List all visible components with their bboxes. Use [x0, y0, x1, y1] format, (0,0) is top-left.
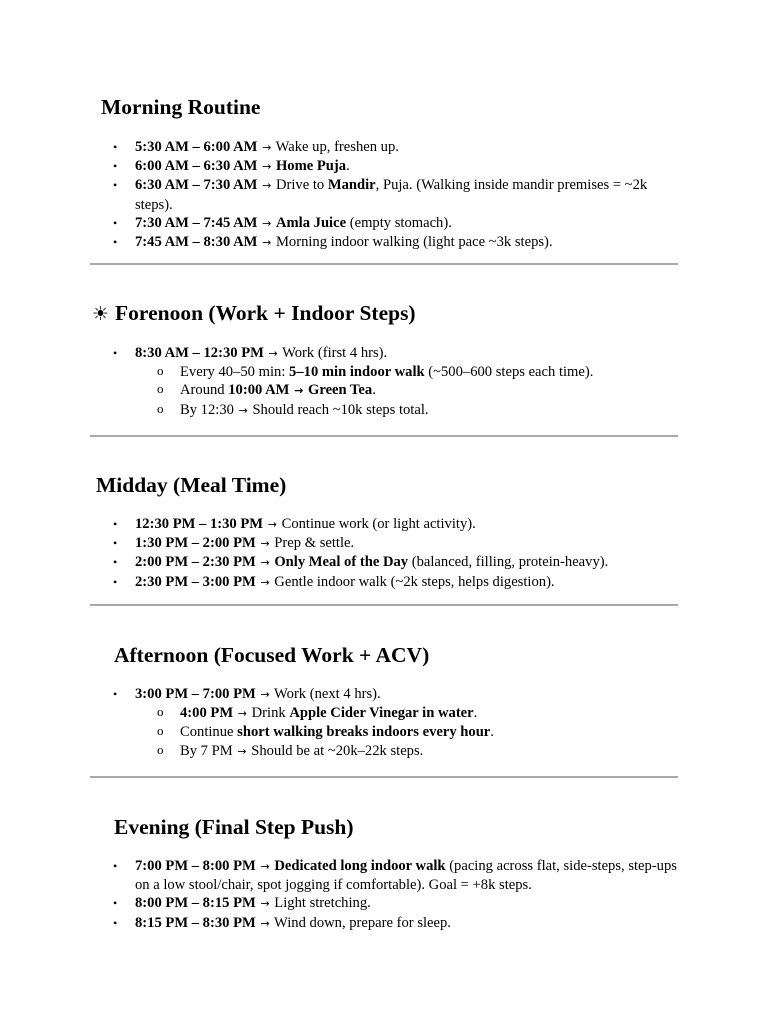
bold-text: 5–10 min indoor walk	[289, 364, 425, 381]
bold-text: 7:00 PM – 8:00 PM	[135, 858, 256, 874]
bold-text: 3:00 PM – 7:00 PM	[135, 686, 256, 702]
item-text: Continue	[180, 724, 238, 741]
arrow-icon: →	[262, 179, 272, 193]
item-text: Morning indoor walking (light pace ~3k steps).	[272, 234, 553, 251]
item-text: Around	[180, 382, 229, 399]
arrow-icon: →	[268, 347, 278, 360]
schedule-list	[135, 515, 680, 592]
schedule-list	[135, 857, 680, 933]
bold-text: Mandir	[327, 177, 376, 194]
bold-text: 8:00 PM – 8:15 PM	[135, 895, 256, 912]
arrow-icon: →	[237, 707, 247, 721]
section-title: Morning Routine	[101, 95, 261, 119]
bold-text: 8:15 PM – 8:30 PM	[135, 914, 256, 931]
item-text: Work (next 4 hrs).	[270, 686, 381, 702]
arrow-icon: →	[294, 384, 304, 398]
item-text: Continue work (or light activity).	[277, 516, 476, 532]
bold-text: 5:30 AM – 6:00 AM	[135, 139, 258, 155]
bold-text: 6:00 AM – 6:30 AM	[135, 158, 258, 175]
arrow-icon: →	[260, 688, 270, 701]
item-text: Light stretching.	[270, 895, 371, 912]
item-text: .	[346, 158, 350, 175]
section-title: Forenoon (Work + Indoor Steps)	[115, 301, 416, 325]
item-text: Work (first 4 hrs).	[278, 345, 388, 361]
bold-text: 7:30 AM – 7:45 AM	[135, 214, 258, 231]
section-heading	[101, 93, 260, 121]
sub-list-item	[180, 723, 680, 741]
schedule-list	[135, 344, 680, 420]
bold-text: 2:30 PM – 3:00 PM	[135, 573, 256, 590]
arrow-icon: →	[260, 897, 270, 911]
item-text: By 12:30	[180, 401, 238, 418]
list-item	[135, 685, 680, 761]
arrow-icon: →	[262, 160, 272, 174]
item-text: .	[473, 705, 478, 722]
item-text: Gentle indoor walk (~2k steps, helps digestion).	[270, 573, 555, 590]
arrow-icon: →	[260, 916, 270, 930]
item-text: , Puja. (Walking inside mandir premises = ~2k steps).	[135, 177, 648, 213]
list-item	[135, 573, 680, 592]
item-text: Should be at ~20k–22k steps.	[247, 742, 424, 759]
list-item	[135, 138, 680, 157]
list-item	[135, 534, 680, 553]
bold-text: Home Puja	[275, 158, 347, 175]
bold-text: 6:30 AM – 7:30 AM	[135, 177, 258, 194]
item-text: By 7 PM	[180, 742, 237, 759]
bold-text: Apple Cider Vinegar in water	[289, 705, 474, 722]
item-text: Should reach ~10k steps total.	[248, 401, 429, 418]
arrow-icon: →	[260, 860, 270, 873]
list-item	[135, 515, 680, 534]
bold-text: short walking breaks indoors every hour	[237, 724, 491, 741]
sub-list-item	[180, 401, 680, 420]
list-item	[135, 233, 680, 252]
section-heading	[96, 471, 286, 499]
bold-text: Amla Juice	[275, 214, 347, 231]
arrow-icon: →	[267, 518, 277, 531]
bold-text: Only Meal of the Day	[274, 554, 409, 571]
section-heading	[114, 813, 354, 841]
bold-text: 2:00 PM – 2:30 PM	[135, 554, 256, 571]
item-text: Wind down, prepare for sleep.	[270, 914, 451, 931]
arrow-icon: →	[260, 556, 270, 570]
item-text: .	[490, 724, 494, 741]
list-item	[135, 344, 680, 420]
list-item	[135, 894, 680, 913]
sub-list-item	[180, 381, 680, 400]
arrow-icon: →	[262, 216, 272, 230]
section-divider	[90, 263, 678, 265]
sub-list-item	[180, 363, 680, 381]
list-item	[135, 214, 680, 233]
bold-text: 7:45 AM – 8:30 AM	[135, 234, 258, 251]
section-divider	[90, 435, 678, 437]
item-text: (balanced, filling, protein-heavy).	[408, 554, 609, 571]
schedule-list	[135, 685, 680, 761]
item-text	[264, 345, 268, 361]
item-text: Every 40–50 min:	[180, 364, 290, 381]
arrow-icon: →	[260, 575, 270, 589]
sun-icon: ☀	[92, 303, 110, 325]
section-divider	[90, 776, 678, 778]
arrow-icon: →	[262, 236, 272, 250]
sub-list-item	[180, 704, 680, 723]
section-heading	[92, 299, 416, 328]
item-text: Wake up, freshen up.	[272, 139, 399, 155]
list-item	[135, 553, 680, 572]
section-title: Afternoon (Focused Work + ACV)	[114, 643, 430, 667]
item-text: Drink	[247, 705, 290, 722]
item-text: (~500–600 steps each time).	[424, 364, 594, 381]
sub-list-item	[180, 742, 680, 761]
arrow-icon: →	[262, 141, 272, 154]
item-text: (pacing across flat, side-steps, step-ups on a low stool/chair, spot jogging if comfortable). Goal = +8k steps.	[135, 858, 677, 894]
list-item	[135, 157, 680, 176]
bold-text: Dedicated long indoor walk	[274, 858, 446, 874]
item-text: Prep & settle.	[270, 535, 355, 552]
section-title: Evening (Final Step Push)	[114, 815, 354, 839]
list-item	[135, 176, 680, 213]
arrow-icon: →	[237, 744, 247, 758]
item-text: .	[372, 382, 376, 399]
sub-list	[135, 704, 680, 761]
bold-text: 10:00 AM	[228, 382, 290, 399]
arrow-icon: →	[260, 537, 270, 551]
bold-text: 8:30 AM – 12:30 PM	[135, 345, 264, 361]
section-heading	[114, 641, 429, 669]
bold-text: 4:00 PM	[180, 705, 234, 722]
item-text: Drive to	[272, 177, 328, 194]
list-item	[135, 914, 680, 933]
sub-list	[135, 363, 680, 420]
list-item	[135, 857, 680, 894]
bold-text: 1:30 PM – 2:00 PM	[135, 535, 256, 552]
bold-text: 12:30 PM – 1:30 PM	[135, 516, 264, 532]
schedule-list	[135, 138, 680, 252]
arrow-icon: →	[238, 403, 248, 417]
item-text: (empty stomach).	[346, 214, 452, 231]
bold-text: Green Tea	[308, 382, 373, 399]
section-divider	[90, 604, 678, 606]
section-title: Midday (Meal Time)	[96, 473, 287, 497]
